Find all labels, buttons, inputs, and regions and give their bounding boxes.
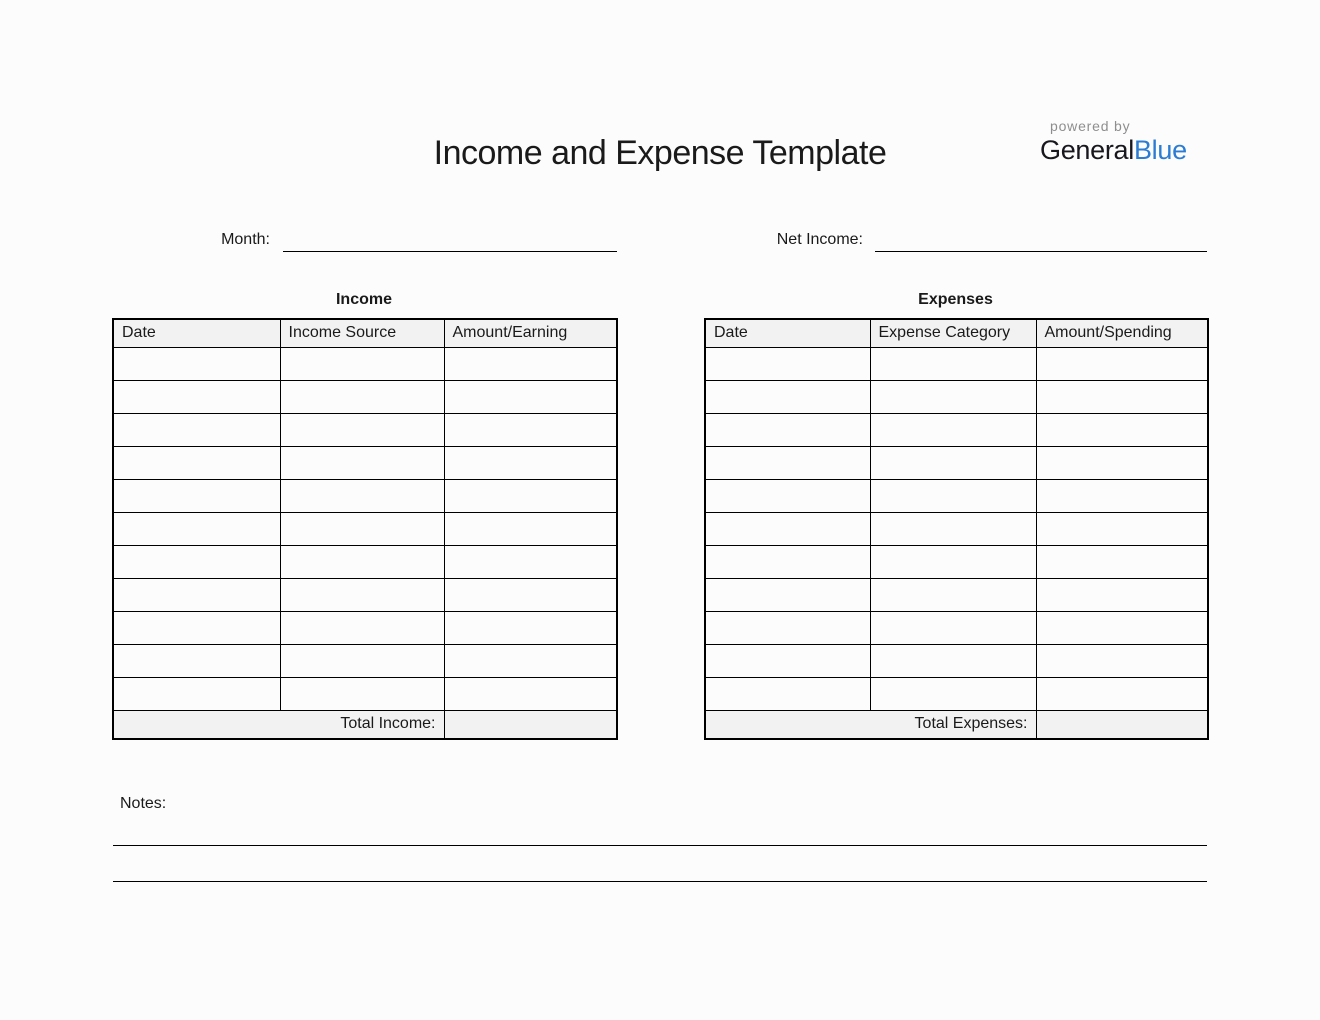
expenses-table-row bbox=[705, 512, 1208, 545]
income-header-date: Date bbox=[113, 319, 280, 347]
net-income-input-line[interactable] bbox=[875, 251, 1207, 252]
expenses-total-row bbox=[705, 710, 1208, 739]
table-cell[interactable] bbox=[705, 479, 870, 512]
income-table-row bbox=[113, 545, 617, 578]
net-income-label: Net Income: bbox=[776, 231, 863, 248]
table-cell[interactable] bbox=[280, 380, 444, 413]
expenses-total-label: Total Expenses: bbox=[705, 710, 1036, 739]
expenses-header-amount: Amount/Spending bbox=[1036, 319, 1208, 347]
table-cell[interactable] bbox=[705, 446, 870, 479]
table-cell[interactable] bbox=[113, 380, 280, 413]
income-table-row bbox=[113, 677, 617, 710]
table-cell[interactable] bbox=[444, 545, 617, 578]
table-cell[interactable] bbox=[870, 512, 1036, 545]
table-cell[interactable] bbox=[280, 644, 444, 677]
table-cell[interactable] bbox=[705, 380, 870, 413]
expenses-header-date: Date bbox=[705, 319, 870, 347]
brand-blue-text: Blue bbox=[1133, 135, 1187, 165]
table-cell[interactable] bbox=[113, 413, 280, 446]
table-cell[interactable] bbox=[113, 578, 280, 611]
table-cell[interactable] bbox=[280, 545, 444, 578]
income-table-row bbox=[113, 512, 617, 545]
table-cell[interactable] bbox=[870, 479, 1036, 512]
notes-input-line-1[interactable] bbox=[113, 845, 1207, 846]
income-table-row bbox=[113, 347, 617, 380]
expenses-header-row bbox=[705, 319, 1208, 347]
table-cell[interactable] bbox=[705, 512, 870, 545]
income-table-row bbox=[113, 479, 617, 512]
table-cell[interactable] bbox=[1036, 380, 1208, 413]
table-cell[interactable] bbox=[870, 347, 1036, 380]
expenses-table bbox=[704, 318, 1209, 740]
table-cell[interactable] bbox=[1036, 677, 1208, 710]
expenses-table-title: Expenses bbox=[918, 291, 993, 308]
table-cell[interactable] bbox=[1036, 578, 1208, 611]
table-cell[interactable] bbox=[444, 380, 617, 413]
table-cell[interactable] bbox=[113, 644, 280, 677]
page-title: Income and Expense Template bbox=[433, 134, 887, 172]
income-table-title: Income bbox=[335, 291, 392, 308]
month-label: Month: bbox=[221, 231, 270, 248]
powered-by-text: powered by bbox=[1050, 118, 1131, 134]
table-cell[interactable] bbox=[444, 413, 617, 446]
income-table-row bbox=[113, 644, 617, 677]
table-cell[interactable] bbox=[870, 677, 1036, 710]
table-cell[interactable] bbox=[705, 413, 870, 446]
expenses-table-row bbox=[705, 578, 1208, 611]
expenses-header-category: Expense Category bbox=[870, 319, 1036, 347]
table-cell[interactable] bbox=[705, 611, 870, 644]
table-cell[interactable] bbox=[113, 677, 280, 710]
table-cell[interactable] bbox=[705, 578, 870, 611]
income-table bbox=[112, 318, 618, 740]
income-header-row bbox=[113, 319, 617, 347]
table-cell[interactable] bbox=[705, 545, 870, 578]
table-cell[interactable] bbox=[870, 644, 1036, 677]
table-cell[interactable] bbox=[444, 512, 617, 545]
table-cell[interactable] bbox=[1036, 545, 1208, 578]
notes-label: Notes: bbox=[120, 795, 167, 812]
table-cell[interactable] bbox=[444, 644, 617, 677]
income-table-row bbox=[113, 380, 617, 413]
table-cell[interactable] bbox=[444, 347, 617, 380]
table-cell[interactable] bbox=[870, 545, 1036, 578]
table-cell[interactable] bbox=[705, 644, 870, 677]
table-cell[interactable] bbox=[870, 611, 1036, 644]
brand-general-text: General bbox=[1040, 135, 1134, 165]
table-cell[interactable] bbox=[444, 479, 617, 512]
table-cell[interactable] bbox=[1036, 512, 1208, 545]
table-cell[interactable] bbox=[870, 380, 1036, 413]
expenses-total-value-cell[interactable] bbox=[1036, 710, 1208, 739]
table-cell[interactable] bbox=[444, 446, 617, 479]
income-table-row bbox=[113, 578, 617, 611]
table-cell[interactable] bbox=[113, 479, 280, 512]
table-cell[interactable] bbox=[705, 347, 870, 380]
income-header-source: Income Source bbox=[280, 319, 444, 347]
expenses-table-row bbox=[705, 380, 1208, 413]
expenses-table-row bbox=[705, 413, 1208, 446]
table-cell[interactable] bbox=[280, 677, 444, 710]
expenses-table-row bbox=[705, 347, 1208, 380]
table-cell[interactable] bbox=[1036, 611, 1208, 644]
income-total-value-cell[interactable] bbox=[444, 710, 617, 739]
expenses-table-row bbox=[705, 446, 1208, 479]
table-cell[interactable] bbox=[1036, 446, 1208, 479]
table-cell[interactable] bbox=[113, 611, 280, 644]
table-cell[interactable] bbox=[113, 545, 280, 578]
table-cell[interactable] bbox=[870, 578, 1036, 611]
expenses-table-row bbox=[705, 611, 1208, 644]
month-input-line[interactable] bbox=[283, 251, 617, 252]
expenses-table-row bbox=[705, 644, 1208, 677]
income-total-label: Total Income: bbox=[113, 710, 444, 739]
table-cell[interactable] bbox=[113, 347, 280, 380]
income-header-amount: Amount/Earning bbox=[444, 319, 617, 347]
table-cell[interactable] bbox=[280, 446, 444, 479]
table-cell[interactable] bbox=[280, 413, 444, 446]
table-cell[interactable] bbox=[870, 446, 1036, 479]
table-cell[interactable] bbox=[1036, 347, 1208, 380]
expenses-table-row bbox=[705, 545, 1208, 578]
table-cell[interactable] bbox=[1036, 644, 1208, 677]
notes-input-line-2[interactable] bbox=[113, 881, 1207, 882]
table-cell[interactable] bbox=[113, 512, 280, 545]
table-cell[interactable] bbox=[870, 413, 1036, 446]
table-cell[interactable] bbox=[280, 347, 444, 380]
generalblue-logo bbox=[1040, 118, 1207, 166]
table-cell[interactable] bbox=[444, 677, 617, 710]
income-table-row bbox=[113, 446, 617, 479]
table-cell[interactable] bbox=[705, 677, 870, 710]
income-table-row bbox=[113, 413, 617, 446]
table-cell[interactable] bbox=[280, 578, 444, 611]
table-cell[interactable] bbox=[280, 611, 444, 644]
expenses-table-row bbox=[705, 479, 1208, 512]
expenses-table-row bbox=[705, 677, 1208, 710]
table-cell[interactable] bbox=[444, 611, 617, 644]
table-cell[interactable] bbox=[444, 578, 617, 611]
table-cell[interactable] bbox=[280, 512, 444, 545]
brand-wordmark bbox=[1040, 135, 1207, 166]
table-cell[interactable] bbox=[1036, 479, 1208, 512]
table-cell[interactable] bbox=[1036, 413, 1208, 446]
table-cell[interactable] bbox=[113, 446, 280, 479]
table-cell[interactable] bbox=[280, 479, 444, 512]
income-total-row bbox=[113, 710, 617, 739]
income-table-row bbox=[113, 611, 617, 644]
